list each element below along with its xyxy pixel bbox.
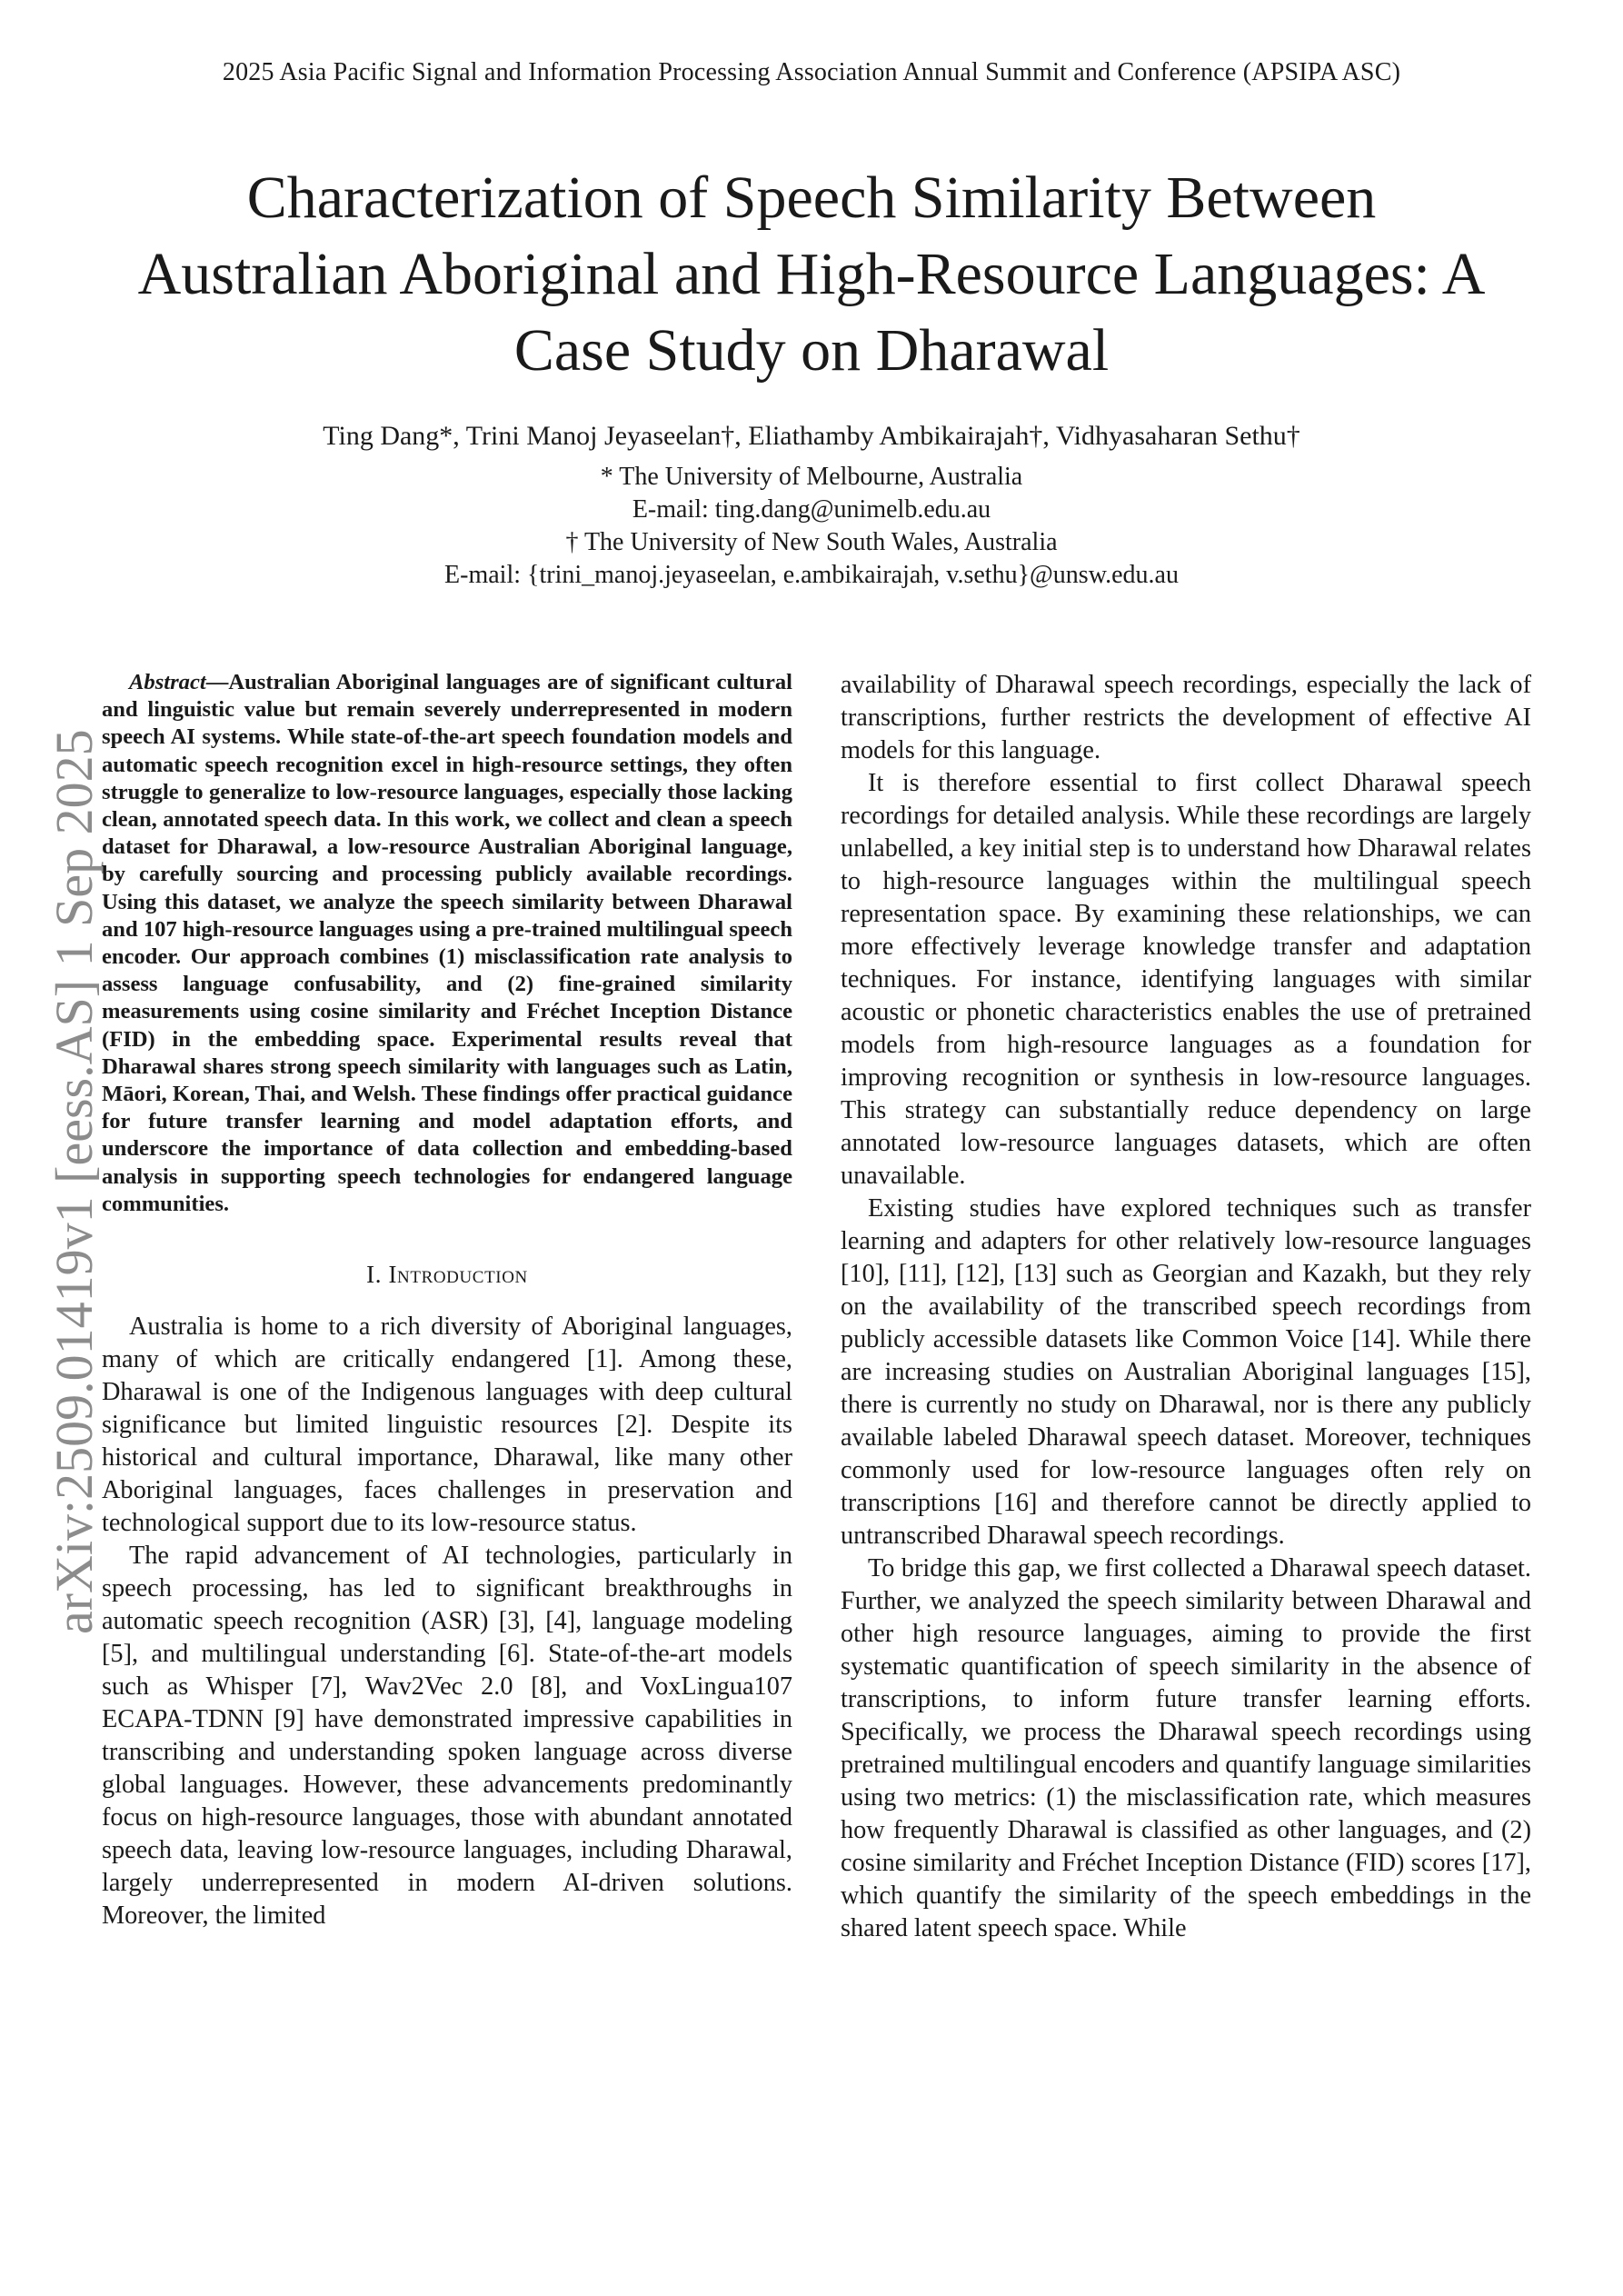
email-melbourne: E-mail: ting.dang@unimelb.edu.au: [632, 495, 991, 524]
abstract: [102, 669, 792, 1218]
intro-paragraph-2: The rapid advancement of AI technologies, particularly in speech processing, has led to significant breakthroughs in automatic speech recognition (ASR) [3], [4], language modeling [5], and multilingual understanding [6]. State-of-the-art models such as Whisper [7], Wav2Vec 2.0 [8], and VoxLingua107 ECAPA-TDNN [9] have demonstrated impressive capabilities in transcribing and understanding spoken language across diverse global languages. However, these advancements predominantly focus on high-resource languages, those with abundant annotated speech data, leaving low-resource languages, including Dharawal, largely underrepresented in modern AI-driven solutions. Moreover, the limited: [102, 1542, 792, 1931]
intro-paragraph-4: Existing studies have explored techniques such as transfer learning and adapters for other relatively low-resource languages [10], [11], [12], [13] such as Georgian and Kazakh, but they rely on the availability of the transcribed speech recordings from publicly accessible datasets like Common Voice [14]. While there are increasing studies on Australian Aboriginal languages [15], there is currently no study on Dharawal, nor is there any publicly available labeled Dharawal speech dataset. Moreover, techniques commonly used for low-resource languages often rely on transcriptions [16] and therefore cannot be directly applied to untranscribed Dharawal speech recordings.: [841, 1194, 1531, 1550]
paper-title: Characterization of Speech Similarity Between Australian Aboriginal and High-Resource Languages: A Case Study on Dharawal: [137, 165, 1486, 384]
left-column: [102, 669, 792, 1932]
right-column: [841, 669, 1531, 1945]
arxiv-identifier: arXiv:2509.01419v1 [eess.AS] 1 Sep 2025: [45, 729, 104, 1634]
affiliation-melbourne: * The University of Melbourne, Australia: [600, 463, 1023, 491]
intro-paragraph-3: It is therefore essential to first collect Dharawal speech recordings for detailed analysis. While these recordings are largely unlabelled, a key initial step is to understand how Dharawal relates to high-resource languages within the multilingual speech representation space. By examining these relationships, we can more effectively leverage knowledge transfer and adaptation techniques. For instance, identifying languages with similar acoustic or phonetic characteristics enables the use of pretrained models from high-resource languages as a foundation for improving recognition or synthesis in low-resource languages. This strategy can substantially reduce dependency on large annotated low-resource languages datasets, which are often unavailable.: [841, 769, 1531, 1190]
abstract-text: —Australian Aboriginal languages are of significant cultural and linguistic value but remain severely underrepresented in modern speech AI systems. While state-of-the-art speech foundation models and automatic speech recognition excel in high-resource settings, they often struggle to generalize to low-resource languages, especially those lacking clean, annotated speech data. In this work, we collect and clean a speech dataset for Dharawal, a low-resource Australian Aboriginal language, by carefully sourcing and processing publicly available recordings. Using this dataset, we analyze the speech similarity between Dharawal and 107 high-resource languages using a pre-trained multilingual speech encoder. Our approach combines (1) misclassification rate analysis to assess language confusability, and (2) fine-grained similarity measurements using cosine similarity and Fréchet Inception Distance (FID) in the embedding space. Experimental results reveal that Dharawal shares strong speech similarity with languages such as Latin, Māori, Korean, Thai, and Welsh. These findings offer practical guidance for future transfer learning and model adaptation efforts, and underscore the importance of data collection and embedding-based analysis in supporting speech technologies for endangered language communities.: [102, 670, 792, 1216]
intro-paragraph-5: To bridge this gap, we first collected a Dharawal speech dataset. Further, we analyzed the speech similarity between Dharawal and other high resource languages, aiming to provide the first systematic quantification of speech similarity in the absence of transcriptions, to inform future transfer learning efforts. Specifically, we process the Dharawal speech recordings using pretrained multilingual encoders and quantify language similarities using two metrics: (1) the misclassification rate, which measures how frequently Dharawal is classified as other languages, and (2) cosine similarity and Fréchet Inception Distance (FID) scores [17], which quantify the similarity of the speech embeddings in the shared latent speech space. While: [841, 1554, 1531, 1942]
section-title: Introduction: [388, 1261, 528, 1289]
intro-paragraph-1: Australia is home to a rich diversity of Aboriginal languages, many of which are critically endangered [1]. Among these, Dharawal is one of the Indigenous languages with deep cultural significance but limited linguistic resources [2]. Despite its historical and cultural importance, Dharawal, like many other Aboriginal languages, faces challenges in preservation and technological support due to its low-resource status.: [102, 1313, 792, 1538]
author-list: Ting Dang*, Trini Manoj Jeyaseelan†, Eliathamby Ambikairajah†, Vidhyasaharan Sethu†: [323, 421, 1300, 451]
intro-paragraph-2-continued: availability of Dharawal speech recordings, especially the lack of transcriptions, further restricts the development of effective AI models for this language.: [841, 671, 1531, 764]
section-number: I.: [366, 1261, 383, 1289]
abstract-label: Abstract: [129, 670, 206, 694]
email-unsw: E-mail: {trini_manoj.jeyaseelan, e.ambikairajah, v.sethu}@unsw.edu.au: [444, 561, 1179, 589]
affiliation-unsw: † The University of New South Wales, Australia: [565, 528, 1058, 556]
conference-header: 2025 Asia Pacific Signal and Information Processing Association Annual Summit and Conference (APSIPA ASC): [222, 58, 1401, 86]
section-heading-introduction: [102, 1258, 792, 1291]
